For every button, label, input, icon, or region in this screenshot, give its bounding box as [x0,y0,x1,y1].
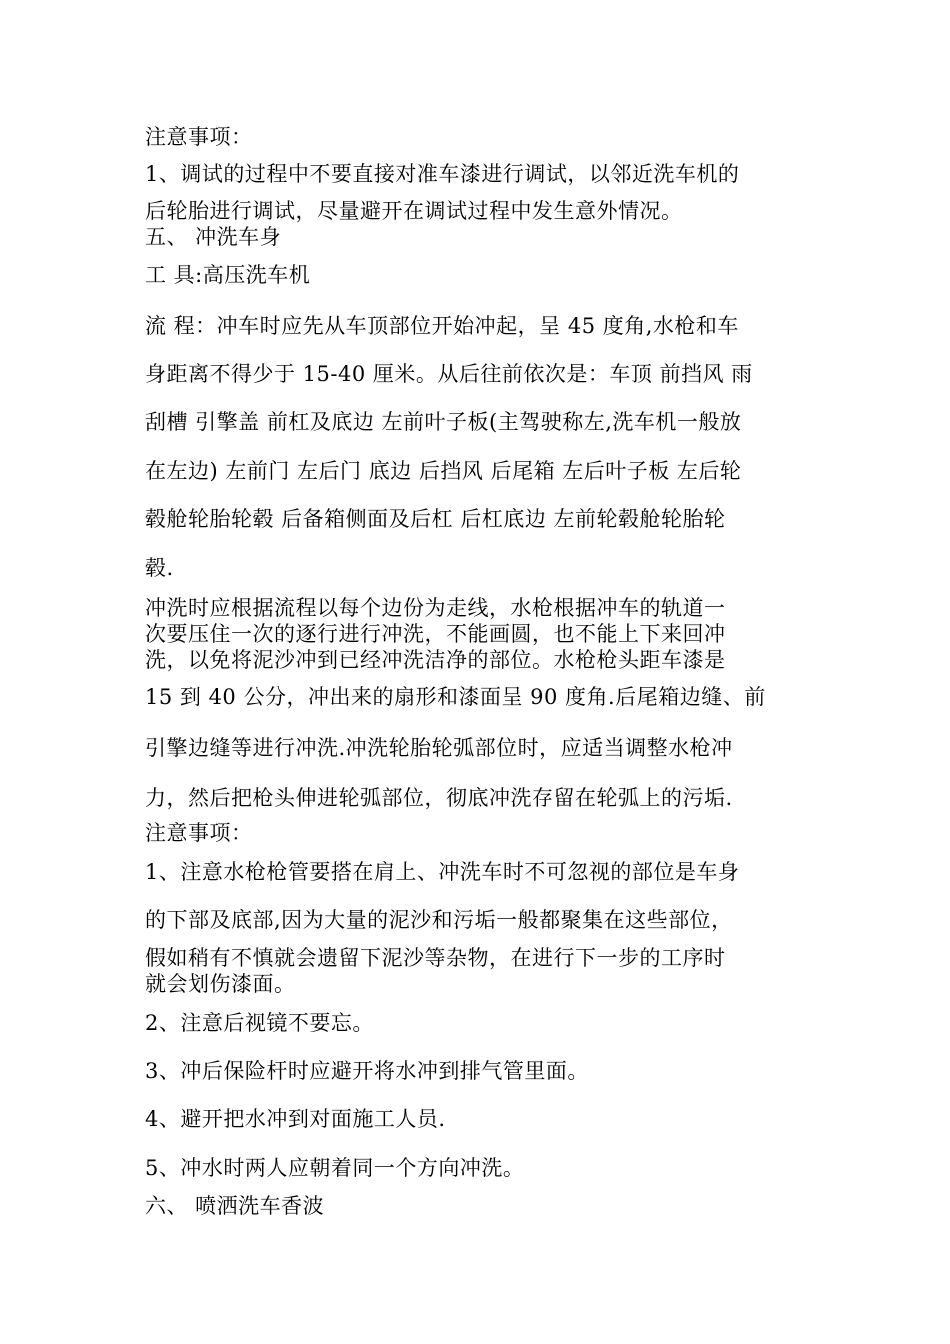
paragraph-line: 刮槽 引擎盖 前杠及底边 左前叶子板(主驾驶称左,洗车机一般放 [145,410,742,434]
paragraph-line: 就会划伤漆面。 [145,972,296,996]
paragraph-line: 在左边) 左前门 左后门 底边 后挡风 后尾箱 左后叶子板 左后轮 [145,459,742,483]
paragraph-line: 引擎边缝等进行冲洗.冲洗轮胎轮弧部位时，应适当调整水枪冲 [145,736,733,760]
tool-line: 工 具:高压洗车机 [145,263,311,287]
note-heading-2: 注意事项： [145,821,253,845]
paragraph-line: 1、注意水枪枪管要搭在肩上、冲洗车时不可忽视的部位是车身 [145,860,740,884]
list-item: 5、冲水时两人应朝着同一个方向冲洗。 [145,1156,525,1180]
section-heading-6: 六、 喷洒洗车香波 [145,1194,325,1218]
paragraph-line: 力，然后把枪头伸进轮弧部位，彻底冲洗存留在轮弧上的污垢. [145,786,733,810]
paragraph-line: 的下部及底部,因为大量的泥沙和污垢一般都聚集在这些部位， [145,908,733,932]
paragraph-line: 冲洗时应根据流程以每个边份为走线，水枪根据冲车的轨道一 [145,596,726,620]
paragraph-line: 洗，以免将泥沙冲到已经冲洗洁净的部位。水枪枪头距车漆是 [145,648,726,672]
paragraph-line: 身距离不得少于 15-40 厘米。从后往前依次是：车顶 前挡风 雨 [145,362,753,386]
paragraph-line: 毂. [145,556,174,580]
paragraph-line: 毂舱轮胎轮毂 后备箱侧面及后杠 后杠底边 左前轮毂舱轮胎轮 [145,507,726,531]
list-item: 3、冲后保险杆时应避开将水冲到排气管里面。 [145,1059,589,1083]
list-item: 4、避开把水冲到对面施工人员. [145,1107,446,1131]
paragraph-line: 15 到 40 公分，冲出来的扇形和漆面呈 90 度角.后尾箱边缝、前 [145,685,766,709]
note-heading-1: 注意事项： [145,125,253,149]
paragraph-line: 假如稍有不慎就会遗留下泥沙等杂物，在进行下一步的工序时 [145,946,726,970]
section-heading-5: 五、 冲洗车身 [145,225,282,249]
paragraph-line: 流 程：冲车时应先从车顶部位开始冲起，呈 45 度角,水枪和车 [145,314,739,338]
list-item: 2、注意后视镜不要忘。 [145,1011,374,1035]
paragraph-line: 次要压住一次的逐行进行冲洗，不能画圆，也不能上下来回冲 [145,622,726,646]
paragraph-line: 后轮胎进行调试，尽量避开在调试过程中发生意外情况。 [145,199,683,223]
paragraph-line: 1、调试的过程中不要直接对准车漆进行调试，以邻近洗车机的 [145,162,740,186]
